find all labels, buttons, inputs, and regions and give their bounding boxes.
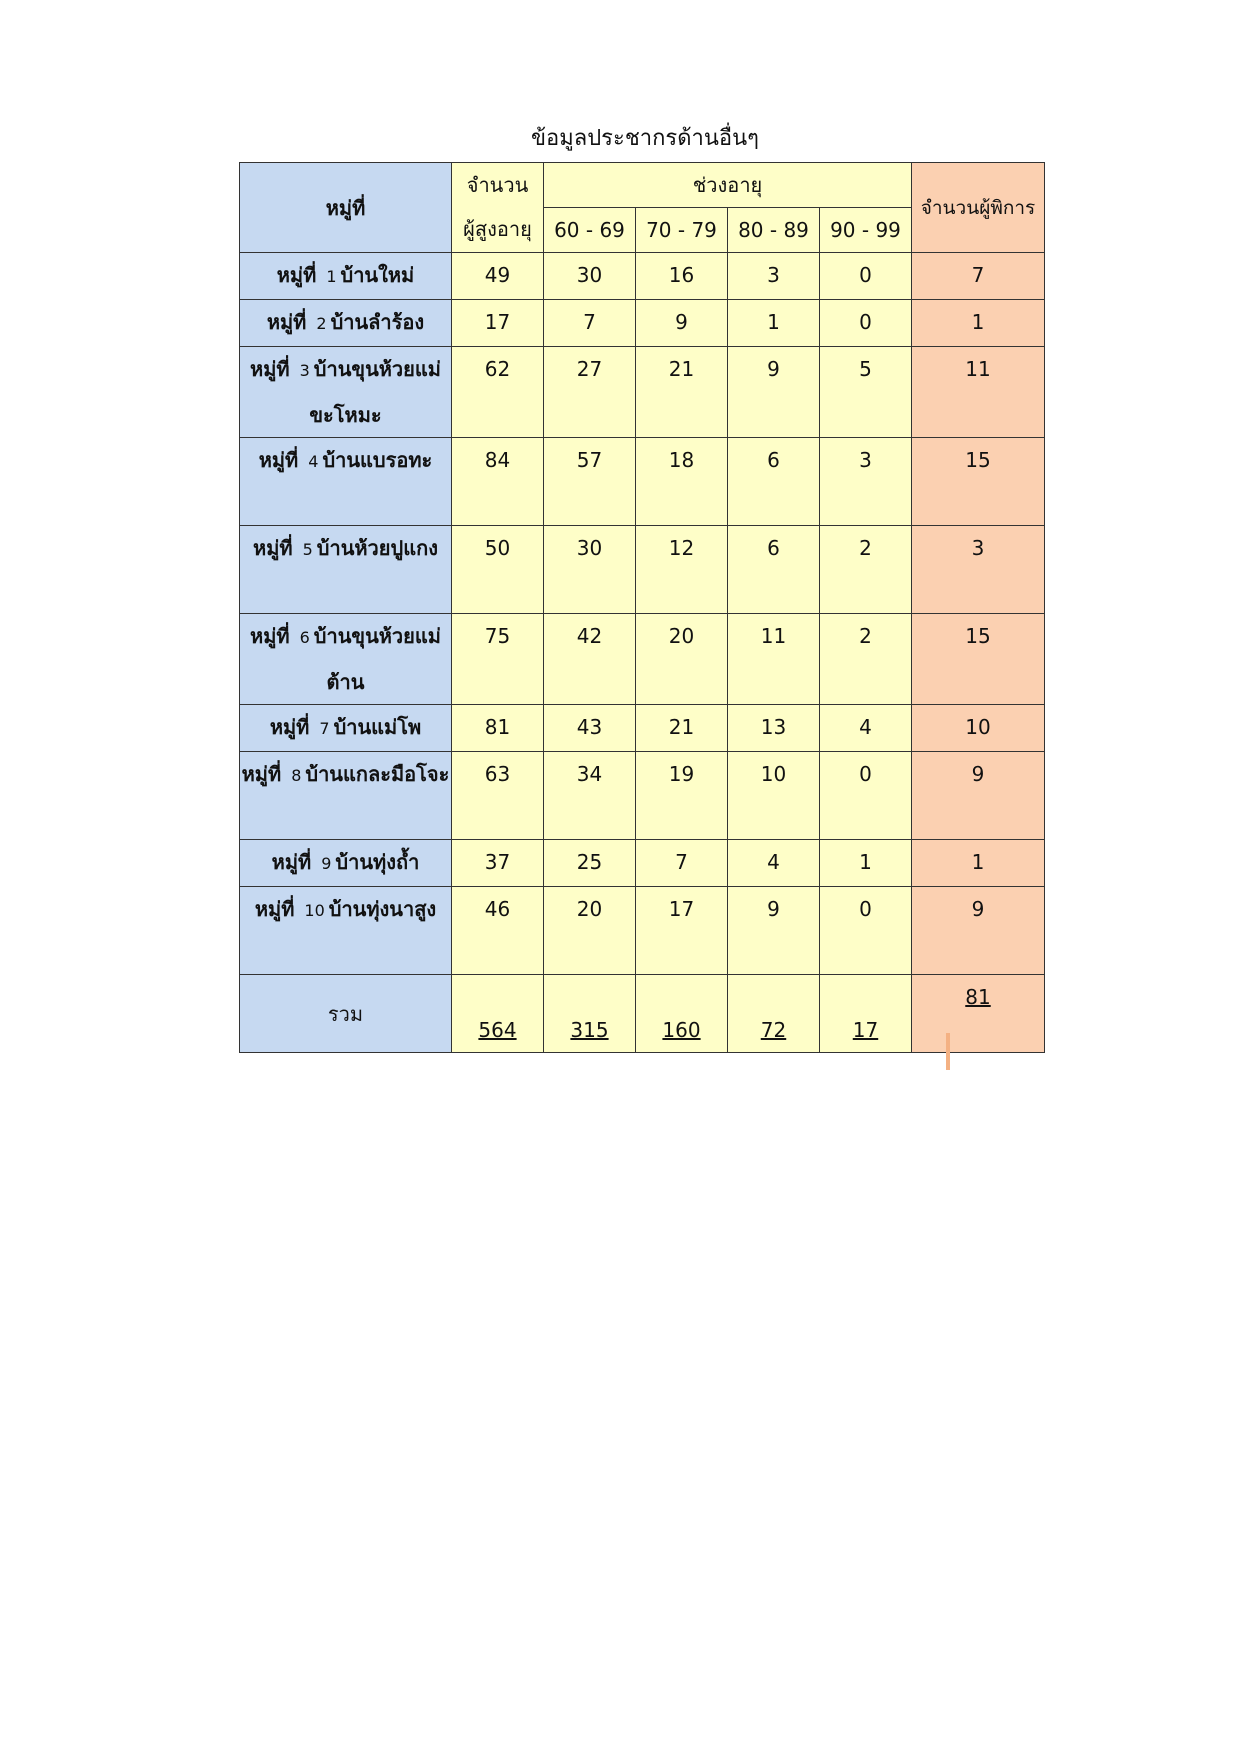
cell-elderly: 81 <box>452 705 544 752</box>
header-disabled-count: จำนวนผู้พิการ <box>912 163 1045 253</box>
cell-90-99: 5 <box>820 347 912 438</box>
cell-disabled: 15 <box>912 438 1045 526</box>
cell-90-99: 0 <box>820 300 912 347</box>
cell-70-79: 7 <box>636 840 728 887</box>
table-row <box>240 300 1045 347</box>
header-elderly-count-line1: จำนวน <box>466 173 529 197</box>
cell-village <box>240 752 452 840</box>
village-prefix: หมู่ที่ <box>258 448 299 472</box>
cell-village <box>240 840 452 887</box>
table-row <box>240 705 1045 752</box>
header-elderly-count-line2: ผู้สูงอายุ <box>463 217 532 241</box>
cell-village <box>240 300 452 347</box>
cell-village <box>240 253 452 300</box>
cell-elderly: 49 <box>452 253 544 300</box>
cell-village <box>240 526 452 614</box>
cell-80-89: 1 <box>728 300 820 347</box>
village-name <box>240 840 451 886</box>
village-name <box>240 614 451 704</box>
cell-village <box>240 347 452 438</box>
village-place: บ้านขุนห้วยแม่ต้าน <box>313 624 441 694</box>
cell-60-69: 25 <box>544 840 636 887</box>
decorative-marker-line <box>946 1033 950 1070</box>
village-number: 8 <box>291 766 302 785</box>
header-age-group: ช่วงอายุ <box>544 163 912 208</box>
cell-disabled: 10 <box>912 705 1045 752</box>
cell-60-69: 34 <box>544 752 636 840</box>
village-name <box>240 887 451 933</box>
header-range-80-89: 80 - 89 <box>728 208 820 253</box>
cell-disabled: 1 <box>912 300 1045 347</box>
village-name <box>240 300 451 346</box>
header-range-70-79: 70 - 79 <box>636 208 728 253</box>
village-name <box>240 438 451 484</box>
cell-70-79: 20 <box>636 614 728 705</box>
cell-village <box>240 705 452 752</box>
village-place: บ้านขุนห้วยแม่ขะโหมะ <box>309 357 441 427</box>
table-row <box>240 752 1045 840</box>
cell-disabled: 9 <box>912 887 1045 975</box>
cell-90-99: 2 <box>820 526 912 614</box>
village-prefix: หมู่ที่ <box>250 357 290 381</box>
cell-80-89: 6 <box>728 438 820 526</box>
cell-80-89: 11 <box>728 614 820 705</box>
cell-70-79: 21 <box>636 705 728 752</box>
cell-70-79: 18 <box>636 438 728 526</box>
cell-80-89: 9 <box>728 347 820 438</box>
village-prefix: หมู่ที่ <box>254 897 295 921</box>
village-number: 5 <box>302 540 313 559</box>
population-table <box>239 162 1045 1053</box>
village-number: 10 <box>304 901 325 920</box>
village-name <box>240 253 451 299</box>
village-name <box>240 347 451 437</box>
table-row <box>240 614 1045 705</box>
village-prefix: หมู่ที่ <box>271 850 312 874</box>
village-number: 3 <box>299 361 310 380</box>
cell-70-79: 12 <box>636 526 728 614</box>
cell-60-69: 57 <box>544 438 636 526</box>
village-number: 7 <box>319 719 330 738</box>
cell-disabled: 3 <box>912 526 1045 614</box>
table-row <box>240 887 1045 975</box>
village-prefix: หมู่ที่ <box>241 762 282 786</box>
cell-70-79: 16 <box>636 253 728 300</box>
cell-village <box>240 438 452 526</box>
village-place: บ้านห้วยปูแกง <box>316 536 438 560</box>
table-row <box>240 526 1045 614</box>
cell-elderly: 75 <box>452 614 544 705</box>
village-prefix: หมู่ที่ <box>253 536 293 560</box>
cell-70-79: 9 <box>636 300 728 347</box>
table-row <box>240 253 1045 300</box>
total-label: รวม <box>240 975 452 1053</box>
total-disabled: 81 <box>912 975 1045 1053</box>
table-body <box>240 253 1045 975</box>
header-range-90-99: 90 - 99 <box>820 208 912 253</box>
cell-elderly: 46 <box>452 887 544 975</box>
village-number: 1 <box>326 267 337 286</box>
cell-90-99: 0 <box>820 887 912 975</box>
village-number: 4 <box>308 452 319 471</box>
village-place: บ้านแม่โพ <box>333 715 422 739</box>
page-title: ข้อมูลประชากรด้านอื่นๆ <box>530 126 759 151</box>
total-elderly: 564 <box>452 975 544 1053</box>
cell-disabled: 15 <box>912 614 1045 705</box>
cell-80-89: 13 <box>728 705 820 752</box>
table-row <box>240 840 1045 887</box>
village-number: 9 <box>321 854 332 873</box>
cell-80-89: 6 <box>728 526 820 614</box>
cell-disabled: 9 <box>912 752 1045 840</box>
cell-70-79: 21 <box>636 347 728 438</box>
table-row <box>240 438 1045 526</box>
village-number: 2 <box>316 314 327 333</box>
cell-70-79: 19 <box>636 752 728 840</box>
village-prefix: หมู่ที่ <box>269 715 310 739</box>
total-row <box>240 975 1045 1053</box>
cell-disabled: 1 <box>912 840 1045 887</box>
cell-90-99: 0 <box>820 752 912 840</box>
cell-80-89: 9 <box>728 887 820 975</box>
header-elderly-count <box>452 163 544 253</box>
cell-60-69: 43 <box>544 705 636 752</box>
village-prefix: หมู่ที่ <box>250 624 290 648</box>
table-footer <box>240 975 1045 1053</box>
cell-disabled: 7 <box>912 253 1045 300</box>
cell-village <box>240 614 452 705</box>
cell-90-99: 1 <box>820 840 912 887</box>
total-70-79: 160 <box>636 975 728 1053</box>
table-header <box>240 163 1045 253</box>
cell-elderly: 37 <box>452 840 544 887</box>
cell-60-69: 20 <box>544 887 636 975</box>
village-prefix: หมู่ที่ <box>266 310 307 334</box>
header-range-60-69: 60 - 69 <box>544 208 636 253</box>
header-village: หมู่ที่ <box>240 163 452 253</box>
village-name <box>240 526 451 572</box>
cell-60-69: 7 <box>544 300 636 347</box>
cell-60-69: 30 <box>544 526 636 614</box>
cell-disabled: 11 <box>912 347 1045 438</box>
cell-80-89: 4 <box>728 840 820 887</box>
cell-60-69: 30 <box>544 253 636 300</box>
cell-elderly: 50 <box>452 526 544 614</box>
cell-90-99: 4 <box>820 705 912 752</box>
village-place: บ้านแบรอทะ <box>322 448 433 472</box>
cell-90-99: 0 <box>820 253 912 300</box>
cell-elderly: 62 <box>452 347 544 438</box>
total-90-99: 17 <box>820 975 912 1053</box>
village-name <box>240 752 451 798</box>
village-name <box>240 705 451 751</box>
village-place: บ้านทุ่งถ้ำ <box>335 850 420 874</box>
cell-90-99: 3 <box>820 438 912 526</box>
table-row <box>240 347 1045 438</box>
total-60-69: 315 <box>544 975 636 1053</box>
cell-60-69: 27 <box>544 347 636 438</box>
cell-village <box>240 887 452 975</box>
village-place: บ้านทุ่งนาสูง <box>328 897 437 921</box>
cell-elderly: 84 <box>452 438 544 526</box>
cell-90-99: 2 <box>820 614 912 705</box>
village-number: 6 <box>299 628 310 647</box>
cell-80-89: 3 <box>728 253 820 300</box>
village-prefix: หมู่ที่ <box>276 263 317 287</box>
cell-elderly: 17 <box>452 300 544 347</box>
cell-70-79: 17 <box>636 887 728 975</box>
cell-elderly: 63 <box>452 752 544 840</box>
cell-60-69: 42 <box>544 614 636 705</box>
cell-80-89: 10 <box>728 752 820 840</box>
village-place: บ้านแกละมือโจะ <box>305 762 450 786</box>
village-place: บ้านลำร้อง <box>330 310 425 334</box>
village-place: บ้านใหม่ <box>340 263 415 287</box>
total-80-89: 72 <box>728 975 820 1053</box>
